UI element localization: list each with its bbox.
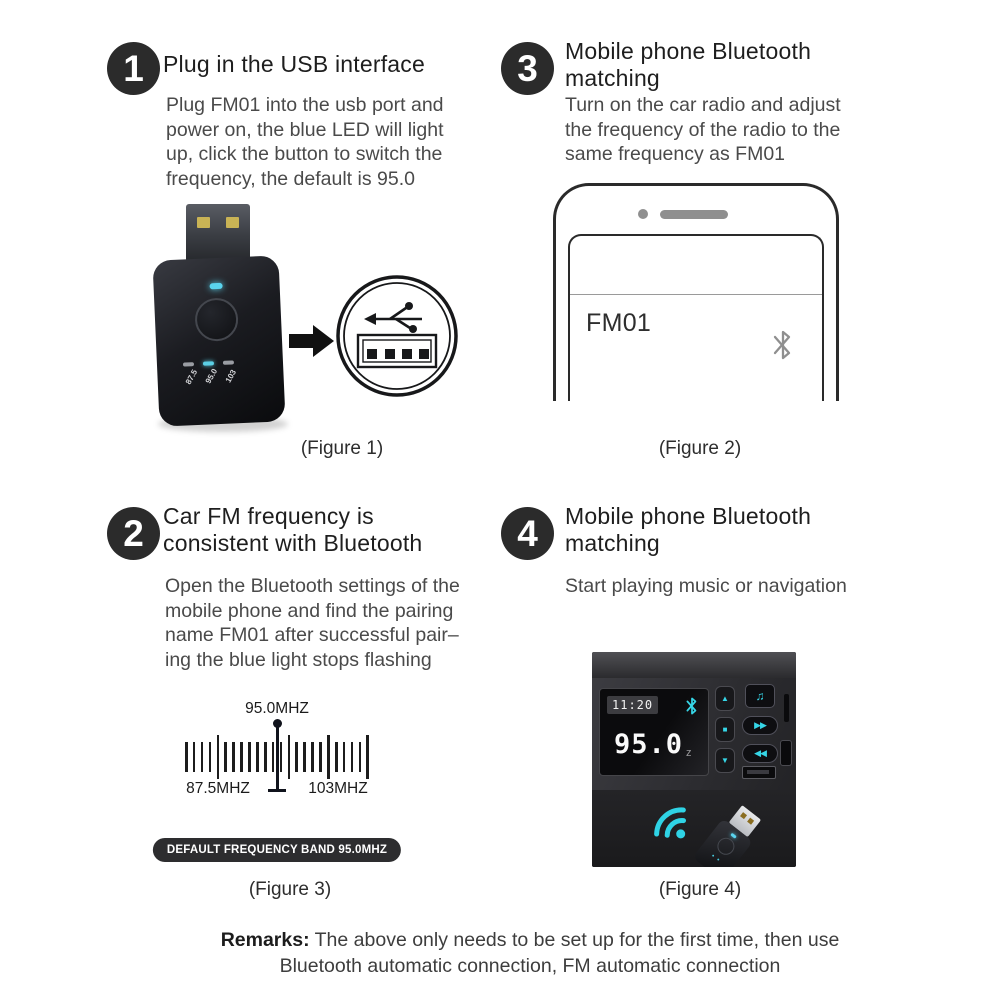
step-3-line-2: the frequency of the radio to the <box>565 118 841 141</box>
radio-usb-port <box>742 766 776 779</box>
dongle-freq-label: 95.0 <box>203 367 220 386</box>
remarks-text-1: The above only needs to be set up for the first time, then use <box>309 929 840 951</box>
phone-speaker-bar <box>660 210 728 219</box>
step-2-line-1: Open the Bluetooth settings of the <box>165 575 460 597</box>
step-1-description <box>166 93 444 191</box>
radio-small-button: ■ <box>715 717 735 742</box>
dongle-body <box>152 255 285 426</box>
frequency-tick <box>319 742 322 772</box>
step-4-number-badge <box>501 507 554 560</box>
freq-indicator-dash <box>223 360 234 364</box>
usb-plug <box>186 204 250 262</box>
step-4-number: 4 <box>517 512 538 554</box>
freq-indicator-dash-active <box>203 361 214 365</box>
radio-knob <box>780 740 792 766</box>
radio-clock: 11:20 <box>607 696 658 714</box>
dongle-freq-label: 103 <box>223 368 239 385</box>
figure-4-caption: (Figure 4) <box>658 879 742 900</box>
frequency-tick <box>295 742 298 772</box>
frequency-tick <box>311 742 314 772</box>
paired-device-name: FM01 <box>586 309 652 337</box>
frequency-scale-illustration <box>177 700 387 805</box>
frequency-tick <box>224 742 227 772</box>
right-arrow-icon <box>289 324 335 358</box>
step-2-number: 2 <box>123 512 144 554</box>
frequency-tick <box>193 742 196 772</box>
car-radio-photo <box>592 652 796 867</box>
card-slot <box>784 694 789 722</box>
step-1-line-1: Plug FM01 into the usb port and <box>166 94 444 116</box>
phone-screen <box>568 234 824 401</box>
step-2-line-3: name FM01 after successful pair– <box>165 624 459 646</box>
usb-contact <box>226 217 239 228</box>
step-4-description <box>565 574 847 599</box>
frequency-tick <box>280 742 283 772</box>
remarks-line-1 <box>60 928 1000 954</box>
max-frequency-label: 103MHZ <box>308 780 368 797</box>
usb-dongle-illustration <box>148 200 298 440</box>
step-2-title: Car FM frequency is consistent with Bluetooth <box>163 503 423 556</box>
frequency-tick <box>303 742 306 772</box>
frequency-tick <box>217 735 220 779</box>
phone-statusbar <box>570 236 822 295</box>
frequency-tick <box>343 742 346 772</box>
blue-led-icon <box>209 283 222 290</box>
frequency-tick <box>359 742 362 772</box>
figure-1-caption: (Figure 1) <box>300 438 384 459</box>
step-1-line-3: up, click the button to switch the <box>166 143 443 165</box>
usb-port-icon <box>334 273 460 399</box>
frequency-tick <box>272 742 275 772</box>
bluetooth-status-icon <box>684 695 700 717</box>
radio-small-button: ▼ <box>715 748 735 773</box>
frequency-tick <box>335 742 338 772</box>
frequency-tick <box>232 742 235 772</box>
radio-frequency-suffix: z <box>686 747 692 759</box>
default-frequency-badge: DEFAULT FREQUENCY BAND 95.0MHZ <box>153 838 401 862</box>
min-frequency-label: 87.5MHZ <box>186 780 250 797</box>
radio-mid-buttons <box>715 686 735 779</box>
freq-indicator-dash <box>183 362 194 366</box>
radio-display <box>599 688 709 776</box>
mini-led <box>730 833 737 839</box>
dongle-freq-label: 87.5 <box>183 368 200 387</box>
frequency-button <box>194 297 239 342</box>
prev-track-button: ◀◀ <box>742 744 778 763</box>
figure-2-caption: (Figure 2) <box>658 438 742 459</box>
next-track-button: ▶▶ <box>742 716 778 735</box>
music-button: ♫ <box>745 684 775 708</box>
step-1-number-badge <box>107 42 160 95</box>
step-1-line-2: power on, the blue LED will light <box>166 118 444 141</box>
radio-top-bezel <box>592 652 796 678</box>
frequency-tick <box>209 742 212 772</box>
frequency-tick <box>185 742 188 772</box>
figure-3-caption: (Figure 3) <box>248 879 332 900</box>
frequency-tick <box>327 735 330 779</box>
frequency-tick <box>256 742 259 772</box>
frequency-tick <box>264 742 267 772</box>
step-3-number: 3 <box>517 47 538 89</box>
frequency-tick <box>288 735 291 779</box>
step-3-description <box>565 93 841 167</box>
radio-dashboard <box>592 790 796 867</box>
step-1-line-4: frequency, the default is 95.0 <box>166 167 415 190</box>
bluetooth-icon <box>770 326 796 364</box>
radio-frequency: 95.0 <box>614 729 684 760</box>
step-3-line-1: Turn on the car radio and adjust <box>565 94 841 116</box>
step-4-line-1: Start playing music or navigation <box>565 575 847 597</box>
radio-face <box>592 678 796 790</box>
step-4-title: Mobile phone Bluetooth matching <box>565 503 812 556</box>
radio-small-button: ▲ <box>715 686 735 711</box>
remarks <box>60 928 1000 979</box>
step-2-line-2: mobile phone and find the pairing <box>165 599 454 622</box>
frequency-tick <box>201 742 204 772</box>
step-1-title: Plug in the USB interface <box>163 51 425 77</box>
frequency-tick <box>366 735 369 779</box>
remarks-line-2: Bluetooth automatic connection, FM automatic connection <box>279 954 781 977</box>
usb-contact <box>197 217 210 228</box>
needle-stem <box>276 726 279 790</box>
frequency-tick <box>240 742 243 772</box>
step-2-description <box>165 574 460 672</box>
frequency-tick <box>351 742 354 772</box>
step-3-number-badge <box>501 42 554 95</box>
center-frequency-label: 95.0MHZ <box>245 700 309 717</box>
step-1-number: 1 <box>123 47 144 89</box>
remarks-label: Remarks: <box>220 929 310 951</box>
needle-base <box>268 789 286 792</box>
step-2-line-4: ing the blue light stops flashing <box>165 648 432 671</box>
frequency-tick <box>248 742 251 772</box>
phone-camera-dot <box>638 209 648 219</box>
phone-illustration <box>553 183 839 401</box>
step-3-line-3: same frequency as FM01 <box>565 143 786 165</box>
mini-indicators: • • <box>709 852 722 865</box>
radio-right-buttons <box>742 684 778 772</box>
step-2-number-badge <box>107 507 160 560</box>
step-3-title: Mobile phone Bluetooth matching <box>565 38 812 91</box>
